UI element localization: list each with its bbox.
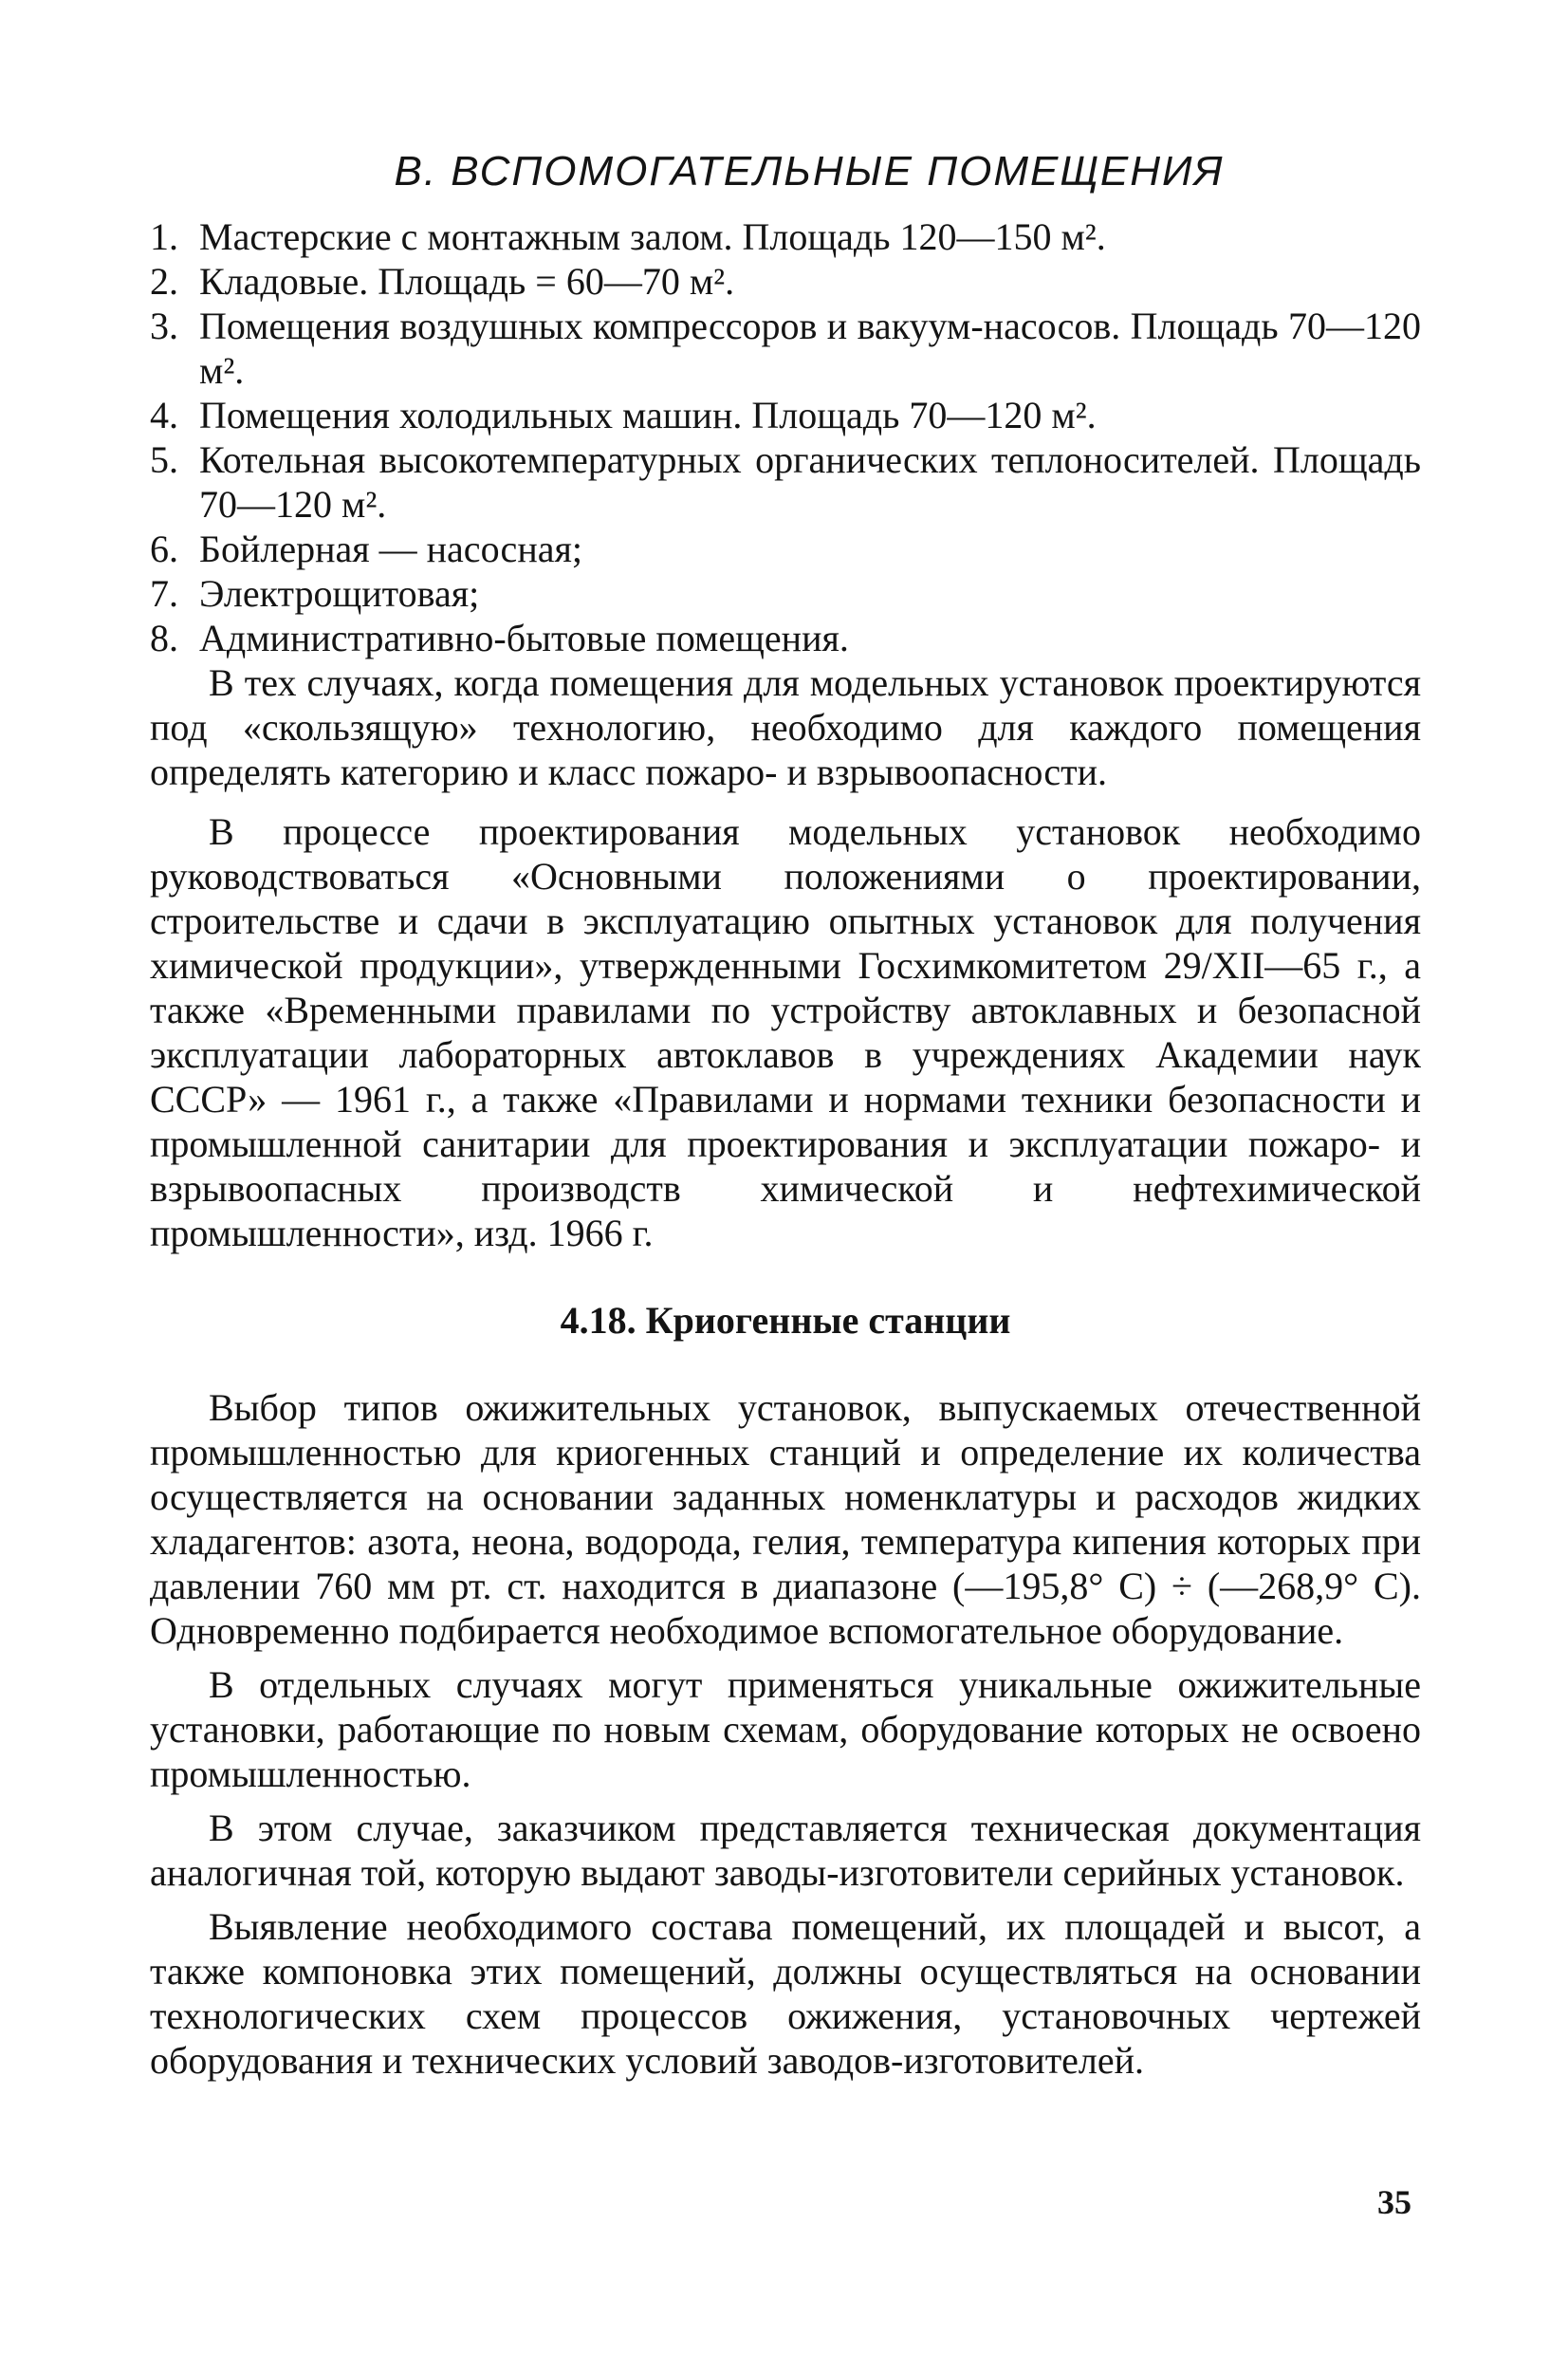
list-item <box>150 393 1421 437</box>
list-item-number: 8. <box>150 617 178 659</box>
list-item-text: Кладовые. Площадь = 60—70 м². <box>199 260 735 303</box>
list-item-text: Электрощитовая; <box>199 572 480 615</box>
list-item-number: 4. <box>150 394 178 436</box>
list-item <box>150 259 1421 304</box>
list-item-number: 6. <box>150 528 178 570</box>
list-item <box>150 527 1421 571</box>
list-item-text: Помещения холодильных машин. Площадь 70—120 м². <box>199 394 1097 436</box>
list-item-number: 1. <box>150 215 178 258</box>
subsection-heading: 4.18. Криогенные станции <box>560 1299 1011 1342</box>
list-item <box>150 571 1421 616</box>
paragraph: В отдельных случаях могут применяться уникальные ожижительные установки, работающие по новым схемам, оборудование которых не освоено промышленностью. <box>150 1663 1421 1795</box>
list-item-number: 3. <box>150 305 178 347</box>
paragraph: В процессе проектирования модельных установок необходимо руководствоваться «Основными положениями о проектировании, строительстве и сдачи в эксплуатацию опытных установок для получения химической продукции», утвержденными Госхимкомитетом 29/XII—65 г., а также «Временными правилами по устройству автоклавных и безопасной эксплуатации лабораторных автоклавов в учреждениях Академии наук СССР» — 1961 г., а также «Правилами и нормами техники безопасности и промышленной санитарии для проектирования и эксплуатации пожаро- и взрывоопасных производств химической и нефтехимической промышленности», изд. 1966 г. <box>150 810 1421 1254</box>
page-number: 35 <box>1377 2183 1411 2221</box>
paragraph: Выбор типов ожижительных установок, выпускаемых отечественной промышленностью для криогенных станций и определение их количества осуществляется на основании заданных номенклатуры и расходов жидких хладагентов: азота, неона, водорода, гелия, температура кипения которых при давлении 760 мм рт. ст. находится в диапазоне (—195,8° С) ÷ (—268,9° С). Одновременно подбирается необходимое вспомогательное оборудование. <box>150 1386 1421 1652</box>
list-item-text: Котельная высокотемпературных органических теплоносителей. Площадь 70—120 м². <box>199 438 1421 526</box>
list-item-number: 5. <box>150 438 178 481</box>
list-item <box>150 616 1421 660</box>
list-item-number: 2. <box>150 260 178 303</box>
list-item <box>150 304 1421 393</box>
list-item <box>150 437 1421 527</box>
list-item <box>150 214 1421 259</box>
list-item-text: Бойлерная — насосная; <box>199 528 582 570</box>
list-item-text: Мастерские с монтажным залом. Площадь 120—150 м². <box>199 215 1106 258</box>
paragraph: В этом случае, заказчиком представляется техническая документация аналогичная той, которую выдают заводы-изготовители серийных установок. <box>150 1807 1421 1894</box>
section-heading: В. ВСПОМОГАТЕЛЬНЫЕ ПОМЕЩЕНИЯ <box>394 148 1225 195</box>
paragraph: Выявление необходимого состава помещений, их площадей и высот, а также компоновка этих помещений, должны осуществляться на основании технологических схем процессов ожижения, установочных чертежей оборудования и технических условий заводов-изготовителей. <box>150 1905 1421 2082</box>
list-item-text: Административно-бытовые помещения. <box>199 617 849 659</box>
auxiliary-rooms-list <box>150 214 1421 660</box>
list-item-text: Помещения воздушных компрессоров и вакуум-насосов. Площадь 70—120 м². <box>199 305 1421 392</box>
paragraph: В тех случаях, когда помещения для модельных установок проектируются под «скользящую» технологию, необходимо для каждого помещения определять категорию и класс пожаро- и взрывоопасности. <box>150 661 1421 793</box>
page-body <box>150 142 1421 2083</box>
list-item-number: 7. <box>150 572 178 615</box>
